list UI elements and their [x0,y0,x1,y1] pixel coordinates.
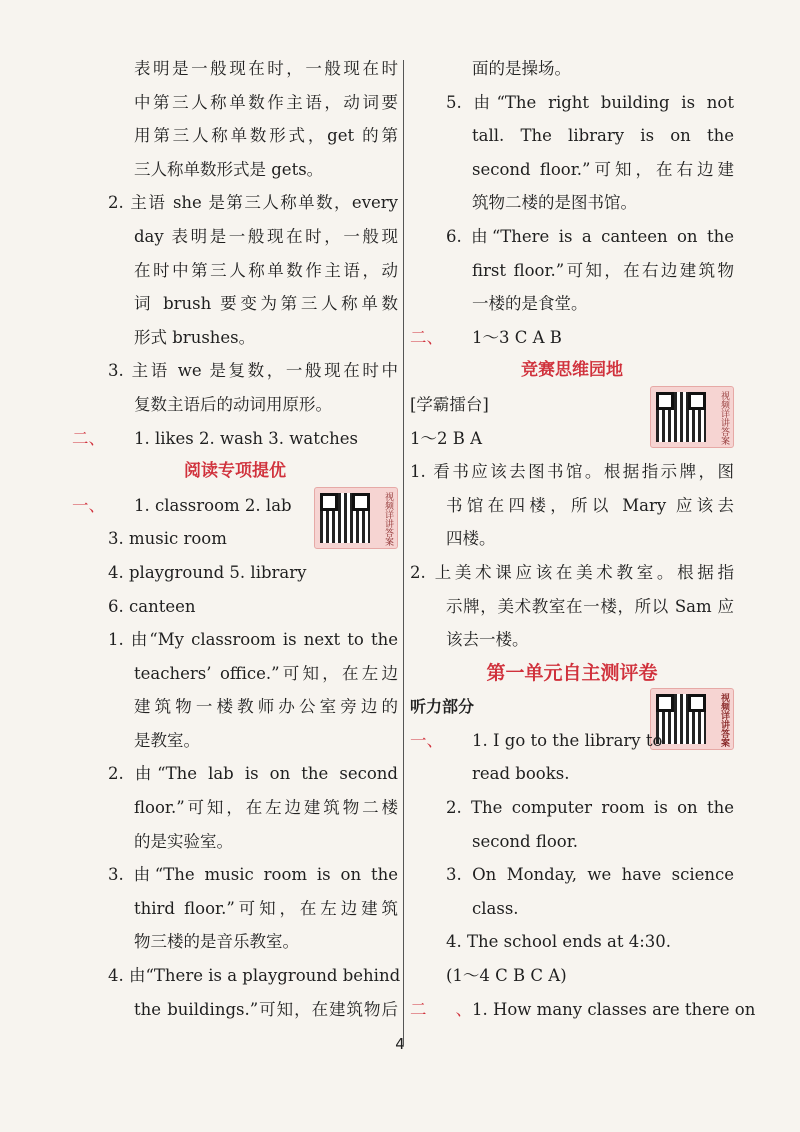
qr-label: 视频详讲答案 [383,491,393,546]
line-text: 该去一楼。 [446,630,529,650]
line-text: 用第三人称单数形式，get 的第 [134,126,398,146]
line-text: 2. 上美术课应该在美术教室。根据指 [410,562,734,582]
line-text: second floor. [472,831,579,851]
line-text: 4. playground 5. library [108,562,307,582]
text-line [410,925,734,959]
line-text: read books. [472,764,570,784]
line-text: 5. 由“The right building is not [446,92,734,112]
qr-label: 视频详讲答案 [719,390,729,445]
line-text: 的是实验室。 [134,831,233,851]
line-text: 4. The school ends at 4:30. [446,932,672,952]
section-heading [72,455,398,489]
text-line [410,220,734,254]
section-marker: 一、 [410,730,443,750]
text-line [410,757,734,791]
line-text: 书馆在四楼，所以 Mary 应该去 [446,495,734,515]
line-text: 1. 由“My classroom is next to the [108,630,398,650]
text-line [410,153,734,187]
text-line [410,287,734,321]
line-text: 形式 brushes。 [134,327,256,347]
line-text: 1. classroom 2. lab [134,495,292,515]
text-line [72,186,398,220]
line-text: 听力部分 [410,697,475,717]
line-text: the buildings.”可知，在建筑物后 [134,999,398,1019]
text-line [72,623,398,657]
text-line [410,186,734,220]
line-text: 竞赛思维园地 [521,360,623,381]
line-text: [学霸擂台] [410,394,489,414]
text-line [410,623,734,657]
line-text: 1. likes 2. wash 3. watches [134,428,358,448]
line-text: 复数主语后的动词用原形。 [134,394,332,414]
text-line [72,959,401,993]
text-line [410,455,734,489]
text-line [72,993,398,1027]
line-text: class. [472,898,519,918]
text-line [72,791,398,825]
text-line [72,153,398,187]
line-text: 词 brush 要变为第三人称单数 [134,294,398,314]
line-text: 阅读专项提优 [184,461,286,482]
text-line [72,220,398,254]
text-line [410,119,734,153]
text-line [410,993,756,1027]
line-text: second floor.”可知，在右边建 [472,159,734,179]
line-text: (1～4 C B C A) [446,966,567,986]
text-line [410,892,734,926]
line-text: 物三楼的是音乐教室。 [134,932,299,952]
line-text: teachers’ office.”可知，在左边 [134,663,398,683]
text-line [72,892,398,926]
text-line [72,86,398,120]
text-line [410,254,734,288]
column-divider [403,60,404,1045]
text-line [410,52,734,86]
line-text: floor.”可知，在左边建筑物二楼 [134,798,398,818]
text-line [72,354,398,388]
text-line [410,825,734,859]
line-text: 4. 由“There is a playground behind [108,966,401,986]
line-text: 是教室。 [134,730,200,750]
text-line [410,858,734,892]
line-text: 2. 主语 she 是第三人称单数，every [108,193,398,213]
right-column [410,52,756,1026]
line-text: 示牌，美术教室在一楼，所以 Sam 应 [446,596,734,616]
line-text: 面的是操场。 [472,59,571,78]
line-text: 在时中第三人称单数作主语，动 [134,260,398,280]
line-text: day 表明是一般现在时，一般现 [134,226,398,246]
text-line [410,489,734,523]
line-text: third floor.”可知，在左边建筑 [134,898,398,918]
line-text: 中第三人称单数作主语，动词要 [134,92,398,112]
text-line [72,556,398,590]
text-line [72,422,398,456]
line-text: 3. On Monday, we have science [446,865,734,885]
section-heading [410,354,734,388]
text-line [72,119,398,153]
text-line [72,590,398,624]
line-text: 2. The computer room is on the [446,798,734,818]
line-text: 6. 由“There is a canteen on the [446,226,734,246]
line-text: tall. The library is on the [472,126,734,146]
text-line [410,422,734,456]
line-text: 建筑物一楼教师办公室旁边的 [134,697,398,717]
text-line [72,287,398,321]
line-text: 表明是一般现在时，一般现在时 [134,59,398,78]
line-text: 一楼的是食堂。 [472,294,588,314]
text-line [410,590,734,624]
text-line [72,321,398,355]
line-text: 6. canteen [108,596,196,616]
text-line [72,657,398,691]
line-text: 1～3 C A B [472,327,562,347]
line-text: 1. How many classes are there on [472,999,756,1019]
line-text: 1～2 B A [410,428,483,448]
text-line [410,724,734,758]
line-text: 3. music room [108,529,227,549]
line-text: 3. 由“The music room is on the [108,865,398,885]
line-text: first floor.”可知，在右边建筑物 [472,260,734,280]
line-text: 2. 由“The lab is on the second [108,764,398,784]
text-line [410,791,734,825]
text-line [72,254,398,288]
text-line [72,825,398,859]
text-line [72,757,398,791]
text-line [410,321,734,355]
text-line [72,925,398,959]
text-line [72,388,398,422]
line-text: 1. 看书应该去图书馆。根据指示牌，图 [410,462,734,482]
line-text: 3. 主语 we 是复数，一般现在时中 [108,361,398,381]
section-marker: 二、 [410,999,472,1019]
page-number: 4 [395,1035,405,1053]
line-text: 四楼。 [446,529,496,549]
text-line [72,858,398,892]
text-line [410,522,734,556]
text-line [72,52,398,86]
text-line [410,556,734,590]
section-heading [410,657,734,691]
section-marker: 一、 [72,495,105,515]
section-marker: 二、 [72,428,105,448]
section-marker: 二、 [410,327,443,347]
text-line [72,690,398,724]
text-line [72,522,398,556]
text-line [410,86,734,120]
qr-label: 视频详讲答案 [719,693,729,748]
left-column [72,52,401,1026]
text-line [72,724,398,758]
text-line [410,959,734,993]
line-text: 筑物二楼的是图书馆。 [472,193,637,213]
line-text: 第一单元自主测评卷 [486,661,658,684]
line-text: 三人称单数形式是 gets。 [134,159,324,179]
line-text: 1. I go to the library to [472,730,663,750]
